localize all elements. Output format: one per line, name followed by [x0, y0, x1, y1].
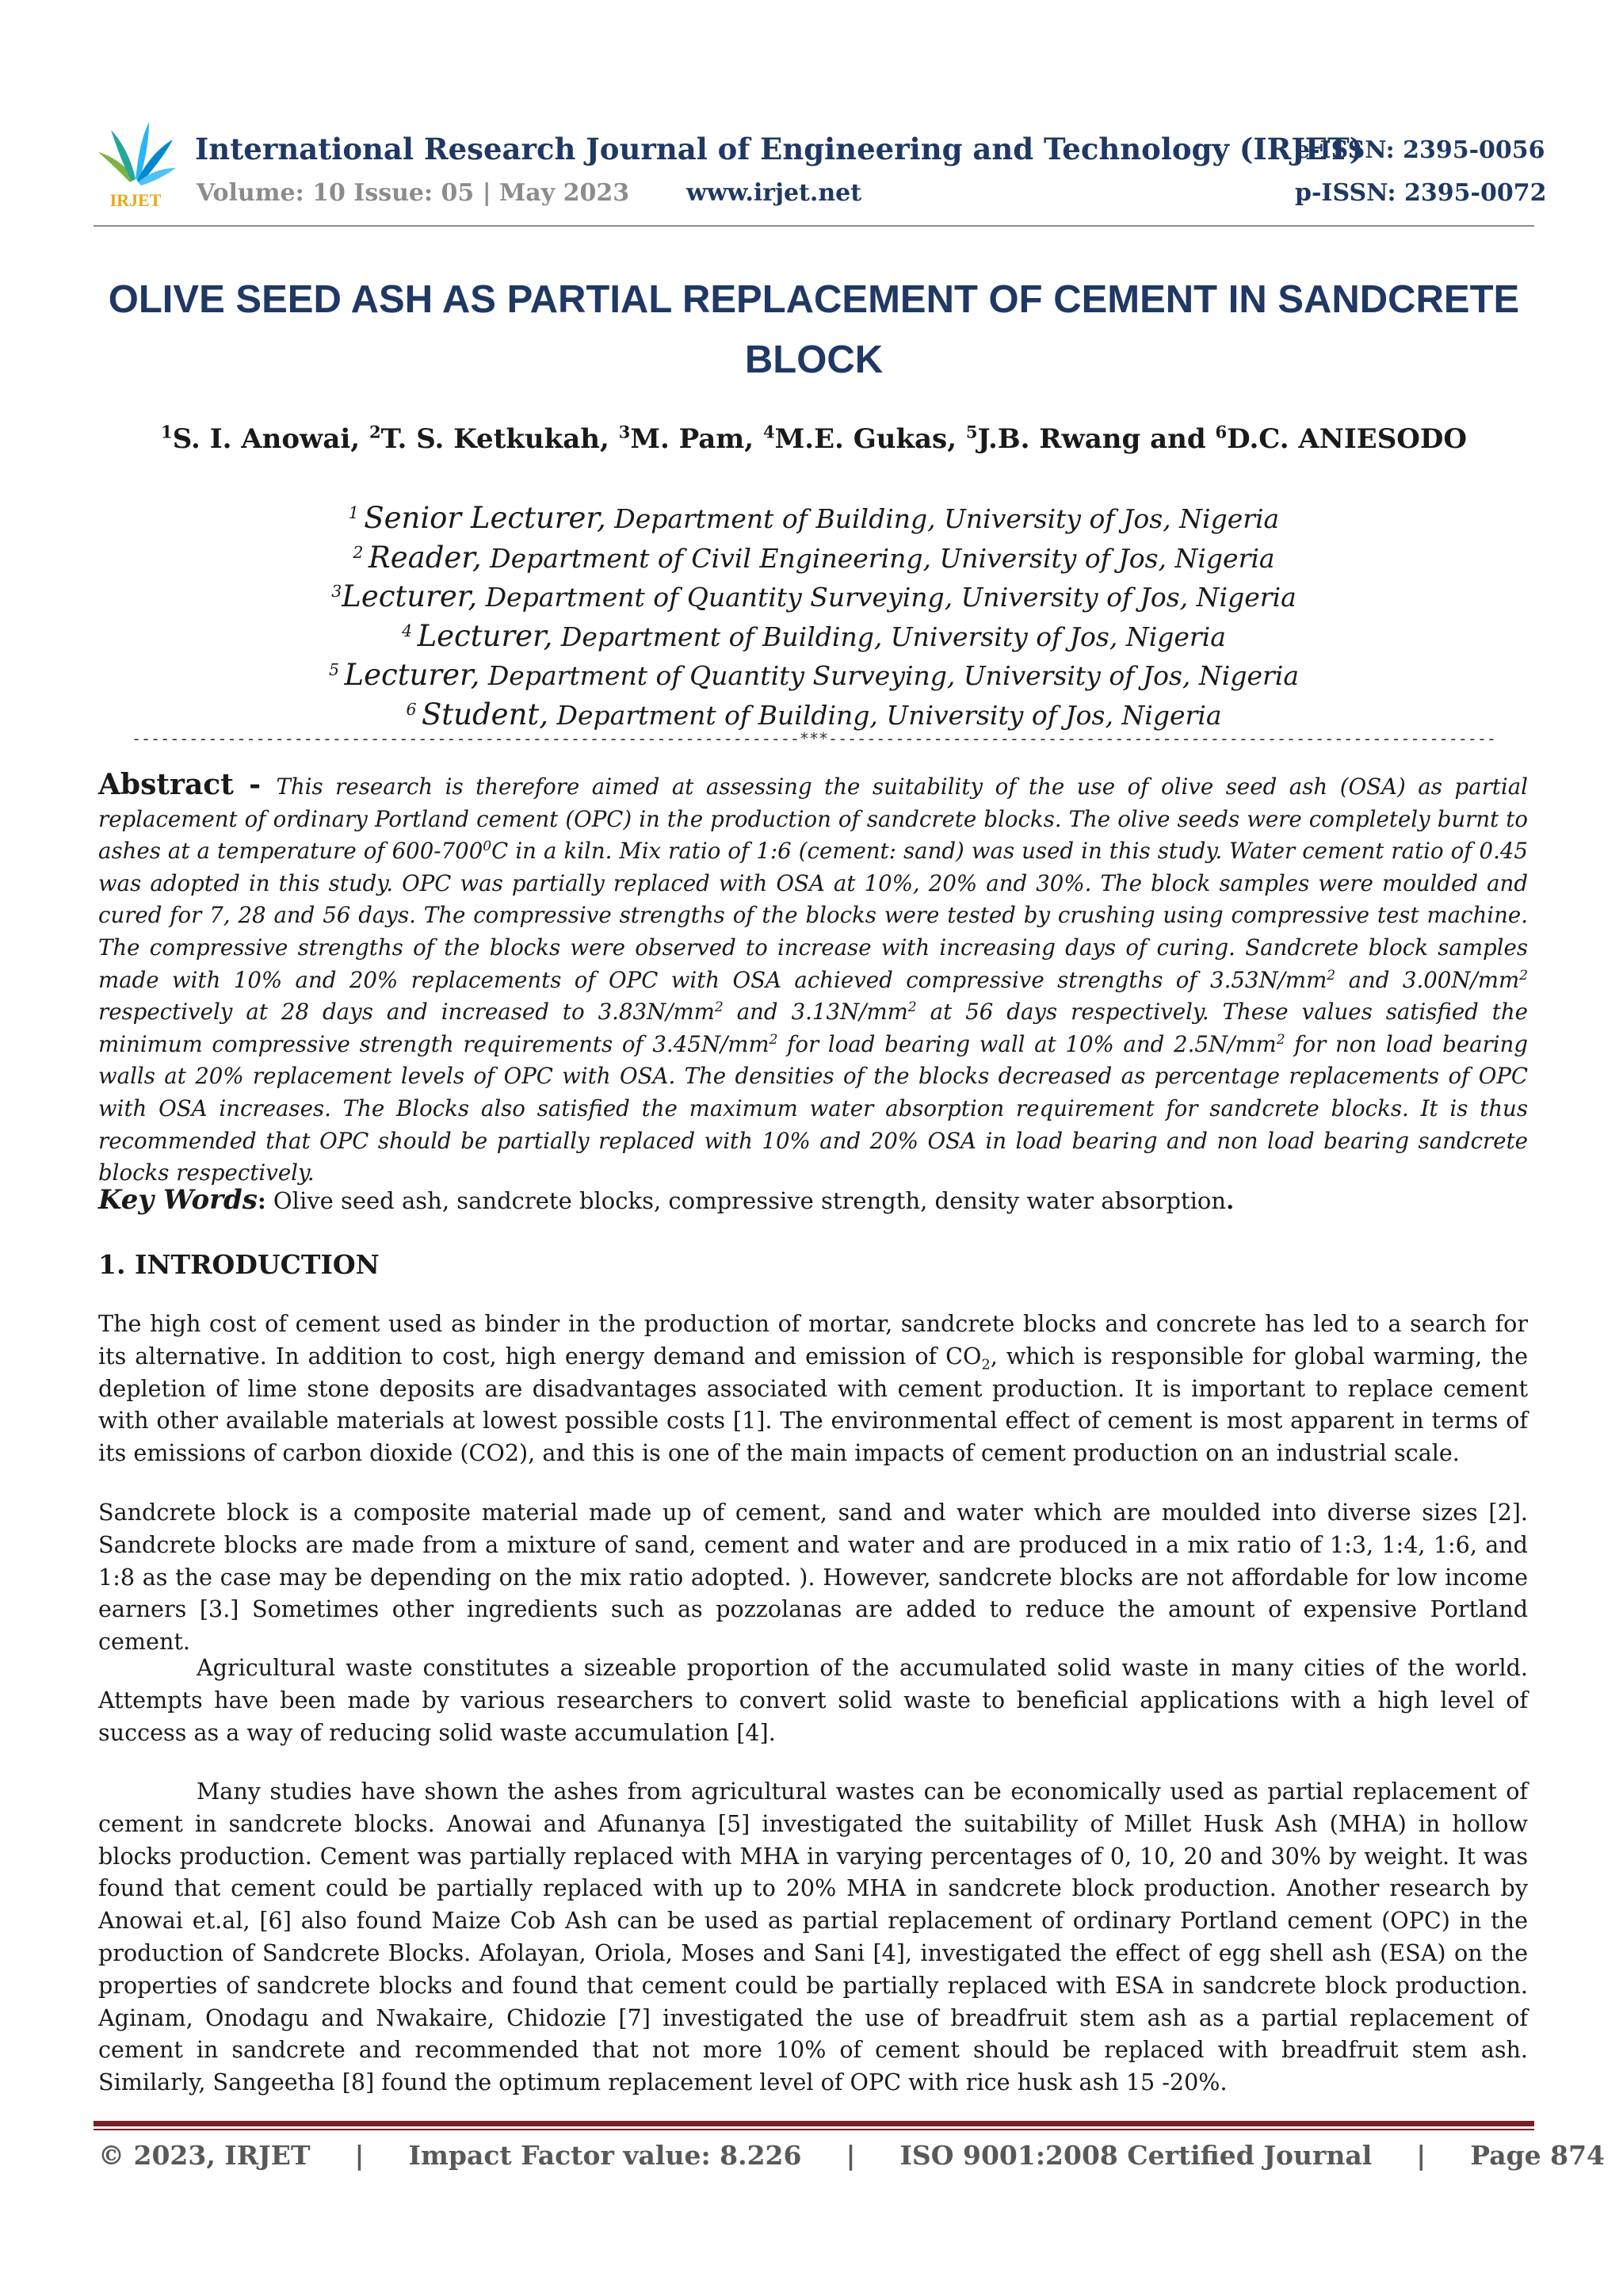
footer-rule-thin: [94, 2129, 1534, 2130]
header-rule: [94, 225, 1534, 227]
author: $^5$J.B. Rwang and: [965, 422, 1216, 455]
footer-copyright: © 2023, IRJET: [98, 2140, 311, 2171]
e-issn: e-ISSN: 2395-0056: [1295, 136, 1545, 164]
affiliation: $^1$ Senior Lecturer, Department of Building, University of Jos, Nigeria: [348, 501, 1280, 535]
author: $^3$M. Pam,: [618, 422, 763, 455]
journal-website-link[interactable]: www.irjet.net: [686, 179, 862, 207]
paragraph: Many studies have shown the ashes from agricultural wastes can be economically used as partial replacement of cement in sandcrete blocks. Anowai and Afunanya [5] investigated the suitability of Millet Husk Ash (MHA) in hollow blocks production. Cement was partially replaced with MHA in varying percentages of 0, 10, 20 and 30% by weight. It was found that cement could be partially replaced with up to 20% MHA in sandcrete block production. Another research by Anowai et.al, [6] also found Maize Cob Ash can be used as partial replacement of ordinary Portland cement (OPC) in the production of Sandcrete Blocks. Afolayan, Oriola, Moses and Sani [4], investigated the effect of egg shell ash (ESA) on the properties of sandcrete blocks and found that cement could be partially replaced with ESA in sandcrete block production. Aginam, Onodagu and Nwakaire, Chidozie [7] investigated the use of breadfruit stem ash as a partial replacement of cement in sandcrete and recommended that not more 10% of cement should be replaced with breadfruit stem ash. Similarly, Sangeetha [8] found the optimum replacement level of OPC with rice husk ash 15 -20%.: [98, 1778, 1528, 2096]
author: $^2$T. S. Ketkukah,: [369, 422, 619, 455]
keywords: Key Words: Olive seed ash, sandcrete blocks, compressive strength, density water absorption.: [98, 1184, 1235, 1216]
author: $^1$S. I. Anowai,: [161, 422, 369, 455]
footer-page-number: Page 874: [1470, 2140, 1606, 2171]
footer-iso: ISO 9001:2008 Certified Journal: [899, 2140, 1373, 2171]
paragraph: The high cost of cement used as binder in the production of mortar, sandcrete blocks and concrete has led to a search for its alternative. In addition to cost, high energy demand and emission of $CO_2$, which is responsible for global warming, the depletion of lime stone deposits are disadvantages associated with cement production. It is important to replace cement with other available materials at lowest possible costs [1]. The environmental effect of cement is most apparent in terms of its emissions of carbon dioxide (CO2), and this is one of the main impacts of cement production on an industrial scale.: [98, 1310, 1528, 1467]
author-list: [94, 423, 1534, 455]
footer-rule: [94, 2121, 1534, 2126]
abstract-label: Abstract -: [98, 768, 277, 801]
author: $^6$D.C. ANIESODO: [1215, 422, 1467, 455]
section-separator: ----------------------------------------------------------------------***----------------------------------------------------------------------: [132, 729, 1496, 748]
abstract: Abstract - This research is therefore aimed at assessing the suitability of the use of olive seed ash (OSA) as partial replacement of ordinary Portland cement (OPC) in the production of sandcrete blocks. The olive seeds were completely burnt to ashes at a temperature of $600-700^0C$ in a kiln. Mix ratio of 1:6 (cement: sand) was used in this study. Water cement ratio of 0.45 was adopted in this study. OPC was partially replaced with OSA at 10%, 20% and 30%. The block samples were moulded and cured for 7, 28 and 56 days. The compressive strengths of the blocks were tested by crushing using compressive test machine. The compressive strengths of the blocks were observed to increase with increasing days of curing. Sandcrete block samples made with 10% and 20% replacements of OPC with OSA achieved compressive strengths of $3.53N/mm^2$ and $3.00N/mm^2$ respectively at 28 days and increased to $3.83N/mm^2$ and $3.13N/mm^2$ at 56 days respectively. These values satisfied the minimum compressive strength requirements of $3.45N/mm^2$ for load bearing wall at 10% and $2.5N/mm^2$ for non load bearing walls at 20% replacement levels of OPC with OSA. The densities of the blocks decreased as percentage replacements of OPC with OSA increases. The Blocks also satisfied the maximum water absorption requirement for sandcrete blocks. It is thus recommended that OPC should be partially replaced with 10% and 20% OSA in load bearing and non load bearing sandcrete blocks respectively.: [98, 768, 1528, 1186]
author: $^4$M.E. Gukas,: [762, 422, 966, 455]
affiliation: $^4$ Lecturer, Department of Building, University of Jos, Nigeria: [402, 618, 1226, 653]
affiliation: $^6$ Student, Department of Building, University of Jos, Nigeria: [406, 697, 1222, 732]
footer-impact-factor: Impact Factor value: 8.226: [408, 2140, 802, 2171]
affiliation-list: [94, 499, 1534, 735]
affiliation: $^5$ Lecturer, Department of Quantity Surveying, University of Jos, Nigeria: [329, 658, 1299, 692]
volume-issue: Volume: 10 Issue: 05 | May 2023: [197, 179, 630, 207]
paragraph: Agricultural waste constitutes a sizeable proportion of the accumulated solid waste in many cities of the world. Attempts have been made by various researchers to convert solid waste to beneficial applications with a high level of success as a way of reducing solid waste accumulation [4].: [98, 1654, 1528, 1746]
paragraph: Sandcrete block is a composite material made up of cement, sand and water which are moulded into diverse sizes [2]. Sandcrete blocks are made from a mixture of sand, cement and water and are produced in a mix ratio of 1:3, 1:4, 1:6, and 1:8 as the case may be depending on the mix ratio adopted. ). However, sandcrete blocks are not affordable for low income earners [3.] Sometimes other ingredients such as pozzolanas are added to reduce the amount of expensive Portland cement.: [98, 1499, 1528, 1656]
affiliation: $^3$Lecturer, Department of Quantity Surveying, University of Jos, Nigeria: [331, 579, 1296, 613]
affiliation: $^2$ Reader, Department of Civil Engineering, University of Jos, Nigeria: [353, 540, 1275, 575]
svg-text:IRJET: IRJET: [109, 190, 162, 210]
journal-name: International Research Journal of Engineering and Technology (IRJET): [195, 132, 1364, 166]
section-heading: 1. INTRODUCTION: [98, 1249, 380, 1280]
page-footer: © 2023, IRJET | Impact Factor value: 8.226 | ISO 9001:2008 Certified Journal | Page 874: [98, 2140, 1606, 2171]
irjet-logo-icon: [94, 117, 178, 212]
irjet-logo: [94, 117, 178, 212]
keywords-label: Key Words: [98, 1184, 258, 1216]
paper-title: OLIVE SEED ASH AS PARTIAL REPLACEMENT OF CEMENT IN SANDCRETE BLOCK: [108, 278, 1520, 381]
p-issn: p-ISSN: 2395-0072: [1295, 179, 1547, 207]
